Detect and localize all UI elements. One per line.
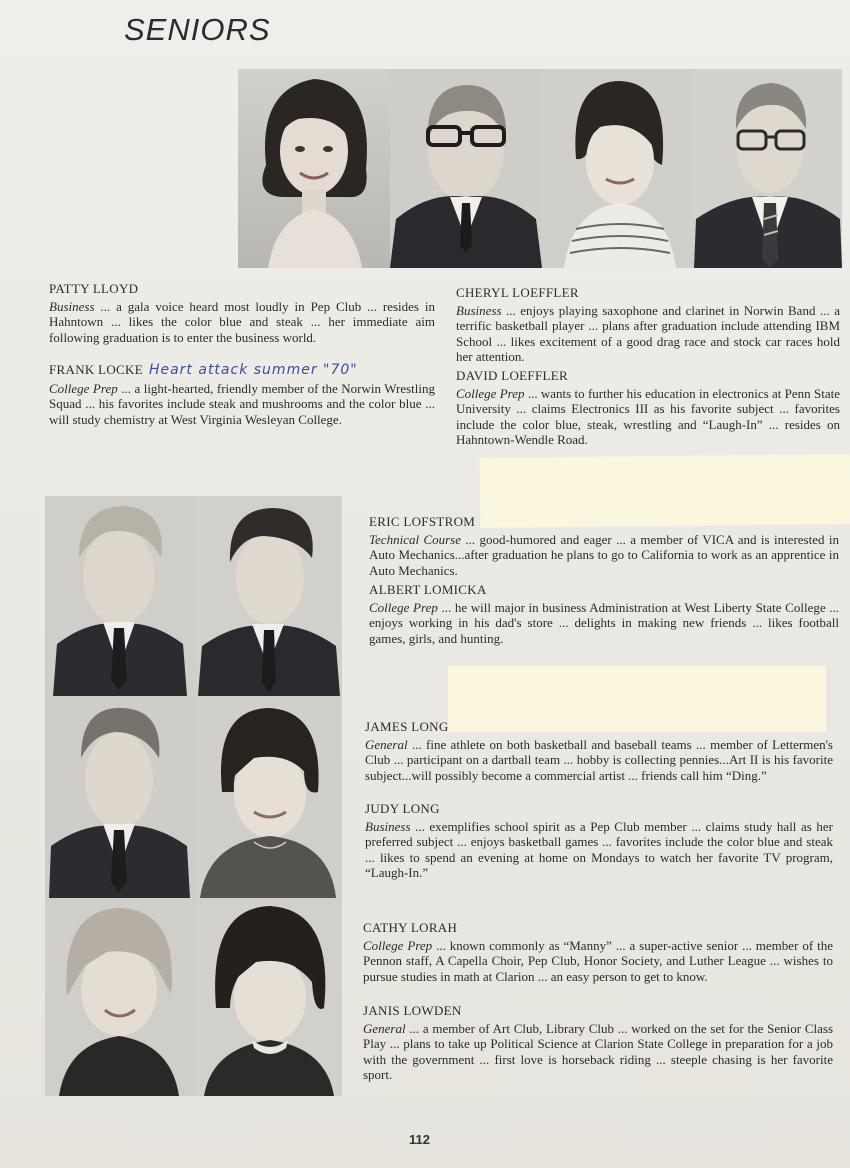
- student-course: Business: [365, 818, 411, 834]
- portrait-janis-lowden: [194, 898, 342, 1096]
- student-name: JAMES LONG: [365, 719, 449, 734]
- student-bio: ... known commonly as “Manny” ... a super-active senior ... member of the Pennon staff, A Capella Choir, Pep Club, Honor Society, and Luther League ... wishes to pursue studies in math at Clarion ... an easy person to get to know.: [363, 937, 833, 984]
- student-course: College Prep: [456, 385, 525, 401]
- student-course: Technical Course: [369, 531, 462, 547]
- entry-judy-long: [365, 801, 833, 881]
- entry-eric-lofstrom: [369, 514, 839, 578]
- handwritten-note: Heart attack summer "70": [148, 362, 358, 378]
- portrait-judy-long: [194, 696, 342, 898]
- portrait-patty-lloyd: [238, 69, 390, 268]
- student-course: College Prep: [363, 937, 433, 953]
- portrait-cheryl-loeffler: [542, 69, 694, 268]
- portrait-james-long: [45, 696, 194, 898]
- student-name: CATHY LORAH: [363, 920, 458, 935]
- student-name: DAVID LOEFFLER: [456, 368, 568, 383]
- portrait-albert-lomicka: [194, 496, 342, 696]
- entry-albert-lomicka: [369, 582, 839, 646]
- student-course: General: [365, 736, 408, 752]
- student-bio: ... good-humored and eager ... a member of VICA and is interested in Auto Mechanics...after graduation he plans to go to California to work as an apprentice in Auto Mechanics.: [369, 531, 839, 578]
- student-bio: ... fine athlete on both basketball and baseball teams ... member of Lettermen's Club ... participant on a dartball team ... hobby is collecting pennies...Art II is his favorite subject...will possibly become a commercial artist ... friends call him “Ding.”: [365, 736, 833, 783]
- student-name: FRANK LOCKE: [49, 362, 143, 377]
- portrait-eric-lofstrom: [45, 496, 194, 696]
- student-name: JANIS LOWDEN: [363, 1003, 462, 1018]
- student-bio: ... a light-hearted, friendly member of the Norwin Wrestling Squad ... his favorites include steak and mushrooms and the color blue ... will study chemistry at West Virginia Wesleyan College.: [49, 380, 435, 427]
- page-title: SENIORS: [124, 12, 271, 47]
- student-name: CHERYL LOEFFLER: [456, 285, 579, 300]
- portrait-cathy-lorah: [45, 898, 194, 1096]
- student-course: College Prep: [369, 599, 438, 615]
- student-bio: ... he will major in business Administration at West Liberty State College ... enjoys working in his dad's store ... delights in making new friends ... likes football games, girls, and hunting.: [369, 599, 839, 646]
- student-name: JUDY LONG: [365, 801, 440, 816]
- student-name: PATTY LLOYD: [49, 281, 139, 296]
- entry-james-long: [365, 719, 833, 783]
- student-course: Business: [456, 302, 502, 318]
- entry-patty-lloyd: [49, 281, 435, 345]
- entry-cathy-lorah: [363, 920, 833, 984]
- student-course: General: [363, 1020, 406, 1036]
- student-bio: ... a member of Art Club, Library Club ... worked on the set for the Senior Class Play ... plans to take up Political Science at Clarion State College in preparation for a job with the government ... first love is horseback riding ... steeple chasing is her favorite sport.: [363, 1020, 833, 1082]
- student-name: ALBERT LOMICKA: [369, 582, 487, 597]
- student-bio: ... exemplifies school spirit as a Pep Club member ... claims study hall as her preferred subject ... enjoys basketball games ... favorites include the color blue and steak ... likes to spend an evening at home on Mondays to watch her favorite TV program, “Laugh-In.”: [365, 818, 833, 880]
- entry-cheryl-loeffler: [456, 285, 840, 365]
- portrait-david-loeffler: [694, 69, 842, 268]
- portrait-frank-locke: [390, 69, 542, 268]
- student-bio: ... enjoys playing saxophone and clarinet in Norwin Band ... a terrific basketball player ... plans after graduation include attending IBM School ... likes excitement of a good drag race and stock car races hold her attention.: [456, 302, 840, 364]
- entry-frank-locke: [49, 362, 435, 427]
- student-course: College Prep: [49, 380, 118, 396]
- entry-david-loeffler: [456, 368, 840, 448]
- student-bio: ... a gala voice heard most loudly in Pep Club ... resides in Hahntown ... likes the color blue and steak ... her immediate aim following graduation is to enter the business world.: [49, 298, 435, 345]
- page-number: 112: [409, 1132, 430, 1147]
- student-bio: ... wants to further his education in electronics at Penn State University ... claims Electronics III as his favorite subject ... favorites include the color blue, steak, wrestling and “Laugh-In” ... resides on Hahntown-Wendle Road.: [456, 385, 840, 447]
- entry-janis-lowden: [363, 1003, 833, 1083]
- student-course: Business: [49, 298, 95, 314]
- student-name: ERIC LOFSTROM: [369, 514, 476, 529]
